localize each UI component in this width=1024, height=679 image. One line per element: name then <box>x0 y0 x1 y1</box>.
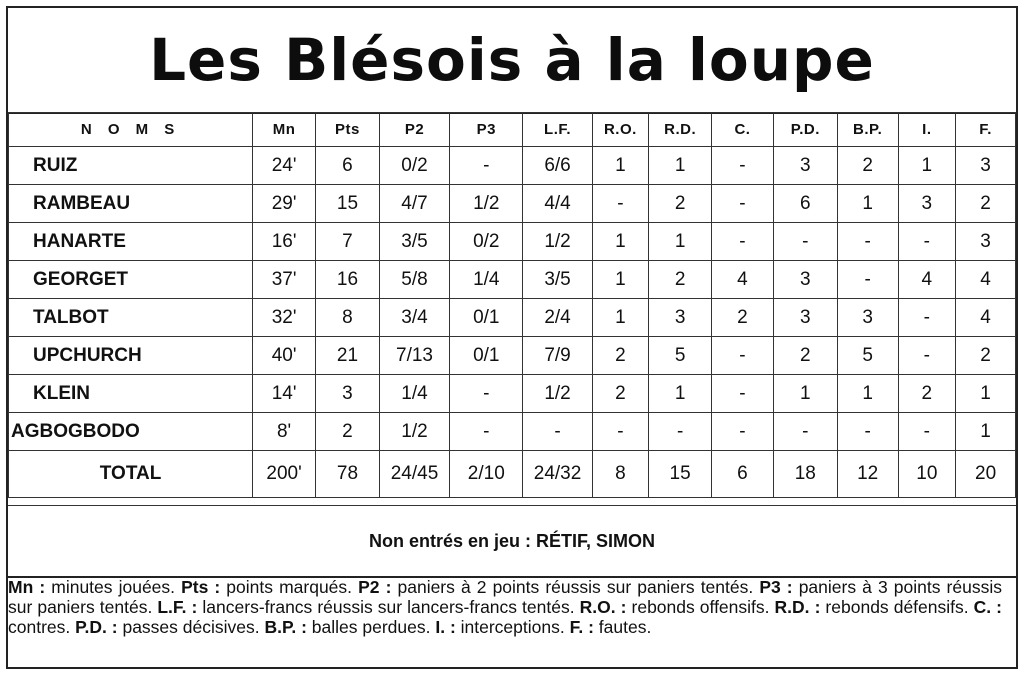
player-row <box>9 299 1016 337</box>
stat-cell: - <box>712 375 774 413</box>
player-name: HANARTE <box>9 223 253 261</box>
legend-definition: balles perdues. <box>306 617 436 637</box>
stat-cell: 2 <box>712 299 774 337</box>
stat-cell: 0/2 <box>379 147 449 185</box>
stat-cell: 4/4 <box>523 185 592 223</box>
player-name: RUIZ <box>9 147 253 185</box>
stat-cell: 5 <box>837 337 898 375</box>
stat-cell: 1 <box>592 223 649 261</box>
stat-cell: - <box>592 185 649 223</box>
total-label: TOTAL <box>9 451 253 498</box>
stat-cell: 20 <box>956 451 1016 498</box>
stat-cell: 2 <box>773 337 837 375</box>
stat-cell: 7/13 <box>379 337 449 375</box>
stat-cell: 1 <box>592 299 649 337</box>
legend-definition: paniers à 3 points réussis sur paniers tentés. <box>8 577 1002 617</box>
stat-cell: 2 <box>898 375 956 413</box>
stat-cell: 7 <box>316 223 380 261</box>
legend-abbr: P.D. : <box>75 617 118 637</box>
stat-cell: 32' <box>253 299 316 337</box>
stat-cell: - <box>712 185 774 223</box>
legend-definition: passes décisives. <box>117 617 265 637</box>
stat-cell: - <box>898 299 956 337</box>
stat-cell: - <box>898 337 956 375</box>
stat-cell: - <box>592 413 649 451</box>
stat-cell: 24/45 <box>379 451 449 498</box>
legend-definition: rebonds offensifs. <box>626 597 775 617</box>
stat-cell: 3 <box>773 261 837 299</box>
stat-cell: 4 <box>956 299 1016 337</box>
column-header: C. <box>712 113 774 147</box>
stats-table <box>8 112 1016 498</box>
non-entres-note: Non entrés en jeu : RÉTIF, SIMON <box>8 505 1016 578</box>
stat-cell: - <box>773 413 837 451</box>
legend-abbr: I. : <box>435 617 456 637</box>
stat-cell: 1 <box>956 413 1016 451</box>
stat-cell: 1 <box>592 147 649 185</box>
player-name: RAMBEAU <box>9 185 253 223</box>
stat-cell: 1/2 <box>379 413 449 451</box>
stat-cell: 1 <box>837 185 898 223</box>
player-row <box>9 337 1016 375</box>
stat-cell: 1 <box>773 375 837 413</box>
stat-cell: 4 <box>956 261 1016 299</box>
stat-cell: 24' <box>253 147 316 185</box>
column-header: B.P. <box>837 113 898 147</box>
stat-cell: 16 <box>316 261 380 299</box>
stat-cell: 14' <box>253 375 316 413</box>
legend-abbr: P3 : <box>759 577 793 597</box>
stat-cell: 4 <box>712 261 774 299</box>
player-name: KLEIN <box>9 375 253 413</box>
column-header: L.F. <box>523 113 592 147</box>
stat-cell: - <box>837 261 898 299</box>
stat-cell: 3 <box>956 223 1016 261</box>
stat-cell: 5/8 <box>379 261 449 299</box>
player-name: TALBOT <box>9 299 253 337</box>
stat-cell: 1/4 <box>450 261 523 299</box>
legend-definition: minutes jouées. <box>45 577 182 597</box>
legend-abbr: Pts : <box>181 577 221 597</box>
column-header: F. <box>956 113 1016 147</box>
column-header: P.D. <box>773 113 837 147</box>
stat-cell: 1/2 <box>523 375 592 413</box>
stat-cell: - <box>712 337 774 375</box>
legend-definition: interceptions. <box>455 617 570 637</box>
stats-body <box>9 147 1016 498</box>
page-title: Les Blésois à la loupe <box>149 26 875 94</box>
stat-cell: 2 <box>592 375 649 413</box>
stat-cell: - <box>837 223 898 261</box>
total-row <box>9 451 1016 498</box>
stat-cell: 2 <box>649 261 712 299</box>
legend-definition: fautes. <box>593 617 652 637</box>
column-header-noms: N O M S <box>9 113 253 147</box>
stat-cell: 1 <box>898 147 956 185</box>
stat-cell: 8' <box>253 413 316 451</box>
legend-abbr: P2 : <box>358 577 392 597</box>
stat-cell: 0/1 <box>450 299 523 337</box>
stat-cell: 8 <box>592 451 649 498</box>
stat-cell: 37' <box>253 261 316 299</box>
stat-cell: 2 <box>956 337 1016 375</box>
stat-cell: 7/9 <box>523 337 592 375</box>
stat-cell: 3 <box>649 299 712 337</box>
player-row <box>9 147 1016 185</box>
player-row <box>9 223 1016 261</box>
stat-cell: 1 <box>837 375 898 413</box>
stat-cell: 6 <box>316 147 380 185</box>
legend-definition: points marqués. <box>220 577 359 597</box>
stat-cell: 1 <box>649 147 712 185</box>
legend-abbr: L.F. : <box>157 597 198 617</box>
stat-cell: 1 <box>592 261 649 299</box>
stat-cell: 0/2 <box>450 223 523 261</box>
column-header: R.O. <box>592 113 649 147</box>
stat-cell: 2 <box>837 147 898 185</box>
stat-cell: 3 <box>773 299 837 337</box>
legend-abbr: Mn : <box>8 577 46 597</box>
stat-cell: 3 <box>773 147 837 185</box>
stat-cell: 4 <box>898 261 956 299</box>
stat-cell: 18 <box>773 451 837 498</box>
stat-cell: 3 <box>898 185 956 223</box>
stat-cell: 200' <box>253 451 316 498</box>
stat-cell: - <box>450 413 523 451</box>
stat-cell: - <box>712 413 774 451</box>
stat-cell: - <box>649 413 712 451</box>
stat-cell: 6 <box>712 451 774 498</box>
column-header: I. <box>898 113 956 147</box>
stat-cell: 5 <box>649 337 712 375</box>
stat-cell: 2 <box>956 185 1016 223</box>
stat-cell: 3/5 <box>379 223 449 261</box>
stats-box <box>6 6 1018 669</box>
stat-cell: 2 <box>316 413 380 451</box>
stat-cell: 0/1 <box>450 337 523 375</box>
player-row <box>9 185 1016 223</box>
column-header: P2 <box>379 113 449 147</box>
column-header: Pts <box>316 113 380 147</box>
player-row <box>9 261 1016 299</box>
stat-cell: 2 <box>649 185 712 223</box>
stat-cell: - <box>898 223 956 261</box>
player-row <box>9 375 1016 413</box>
stat-cell: 12 <box>837 451 898 498</box>
legend-definition: lancers-francs réussis sur lancers-francs tentés. <box>197 597 580 617</box>
stat-cell: 15 <box>649 451 712 498</box>
legend-abbr: F. : <box>569 617 594 637</box>
legend-text <box>8 577 1002 637</box>
player-name: GEORGET <box>9 261 253 299</box>
legend-definition: paniers à 2 points réussis sur paniers tentés. <box>391 577 760 597</box>
stat-cell: 29' <box>253 185 316 223</box>
stat-cell: 6/6 <box>523 147 592 185</box>
stat-cell: 40' <box>253 337 316 375</box>
column-header: P3 <box>450 113 523 147</box>
stat-cell: 10 <box>898 451 956 498</box>
stat-cell: - <box>450 375 523 413</box>
stat-cell: 3/5 <box>523 261 592 299</box>
stat-cell: 6 <box>773 185 837 223</box>
header-row <box>9 113 1016 147</box>
column-header: Mn <box>253 113 316 147</box>
stat-cell: 15 <box>316 185 380 223</box>
legend-abbr: R.O. : <box>579 597 627 617</box>
stat-cell: 24/32 <box>523 451 592 498</box>
stat-cell: 1/2 <box>523 223 592 261</box>
stat-cell: 1 <box>649 375 712 413</box>
stat-cell: - <box>712 147 774 185</box>
legend-abbr: B.P. : <box>264 617 307 637</box>
legend-abbr: R.D. : <box>774 597 821 617</box>
stat-cell: - <box>450 147 523 185</box>
player-name: UPCHURCH <box>9 337 253 375</box>
stat-cell: 8 <box>316 299 380 337</box>
stat-cell: - <box>837 413 898 451</box>
stat-cell: - <box>523 413 592 451</box>
stat-cell: 4/7 <box>379 185 449 223</box>
stat-cell: 3 <box>316 375 380 413</box>
stat-cell: 16' <box>253 223 316 261</box>
legend-abbr: C. : <box>973 597 1003 617</box>
stat-cell: - <box>773 223 837 261</box>
player-row <box>9 413 1016 451</box>
column-header: R.D. <box>649 113 712 147</box>
stat-cell: 1/2 <box>450 185 523 223</box>
stat-cell: 2 <box>592 337 649 375</box>
stat-cell: 3/4 <box>379 299 449 337</box>
stat-cell: 21 <box>316 337 380 375</box>
legend-definition: rebonds défensifs. <box>820 597 974 617</box>
stat-cell: 1/4 <box>379 375 449 413</box>
player-name: AGBOGBODO <box>9 413 253 451</box>
stat-cell: 2/4 <box>523 299 592 337</box>
stat-cell: 2/10 <box>450 451 523 498</box>
stat-cell: 3 <box>837 299 898 337</box>
stat-cell: 1 <box>649 223 712 261</box>
legend-definition: contres. <box>8 617 76 637</box>
stat-cell: - <box>712 223 774 261</box>
page-title-bar <box>8 8 1016 114</box>
stat-cell: - <box>898 413 956 451</box>
stat-cell: 78 <box>316 451 380 498</box>
stat-cell: 1 <box>956 375 1016 413</box>
stat-cell: 3 <box>956 147 1016 185</box>
